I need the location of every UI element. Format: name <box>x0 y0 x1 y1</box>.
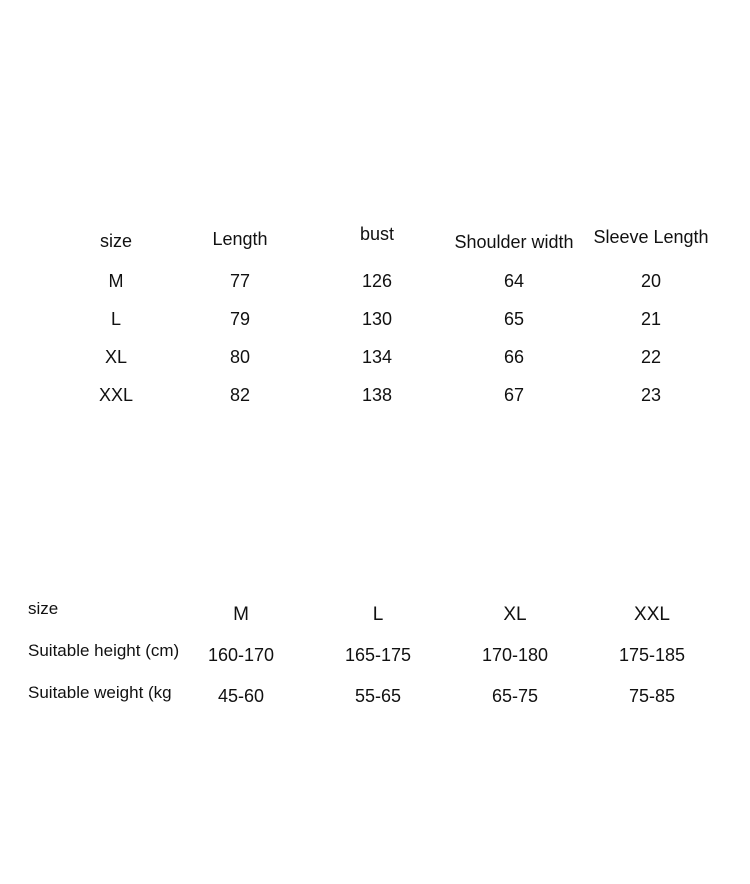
header-shoulder-width: Shoulder width <box>454 232 574 252</box>
weight-l: 55-65 <box>354 686 402 706</box>
label-suitable-weight: Suitable weight (kg <box>28 683 172 702</box>
label-suitable-height: Suitable height (cm) <box>28 641 180 660</box>
height-m: 160-170 <box>207 645 275 665</box>
weight-xxl: 75-85 <box>628 686 676 706</box>
height-xl: 170-180 <box>481 645 549 665</box>
cell-sleeve-length: 21 <box>640 309 662 329</box>
cell-shoulder-width: 64 <box>503 271 525 291</box>
cell-size: XXL <box>98 385 134 405</box>
cell-sleeve-length: 22 <box>640 347 662 367</box>
size-xxl: XXL <box>634 604 670 625</box>
cell-size: M <box>108 271 124 291</box>
size-m: M <box>233 604 249 625</box>
cell-bust: 134 <box>361 347 393 367</box>
cell-length: 80 <box>229 347 251 367</box>
cell-size: L <box>110 309 122 329</box>
header-length: Length <box>212 229 268 249</box>
header-bust: bust <box>359 224 395 244</box>
cell-bust: 126 <box>361 271 393 291</box>
height-xxl: 175-185 <box>618 645 686 665</box>
cell-shoulder-width: 65 <box>503 309 525 329</box>
header-sleeve-length: Sleeve Length <box>593 227 709 247</box>
cell-shoulder-width: 67 <box>503 385 525 405</box>
cell-length: 77 <box>229 271 251 291</box>
cell-length: 82 <box>229 385 251 405</box>
cell-bust: 138 <box>361 385 393 405</box>
cell-shoulder-width: 66 <box>503 347 525 367</box>
cell-bust: 130 <box>361 309 393 329</box>
cell-sleeve-length: 20 <box>640 271 662 291</box>
height-l: 165-175 <box>344 645 412 665</box>
label-size: size <box>28 599 59 618</box>
weight-xl: 65-75 <box>491 686 539 706</box>
weight-m: 45-60 <box>217 686 265 706</box>
size-xl: XL <box>503 604 527 625</box>
cell-sleeve-length: 23 <box>640 385 662 405</box>
size-l: L <box>372 604 384 625</box>
header-size: size <box>99 231 133 251</box>
cell-length: 79 <box>229 309 251 329</box>
cell-size: XL <box>104 347 128 367</box>
